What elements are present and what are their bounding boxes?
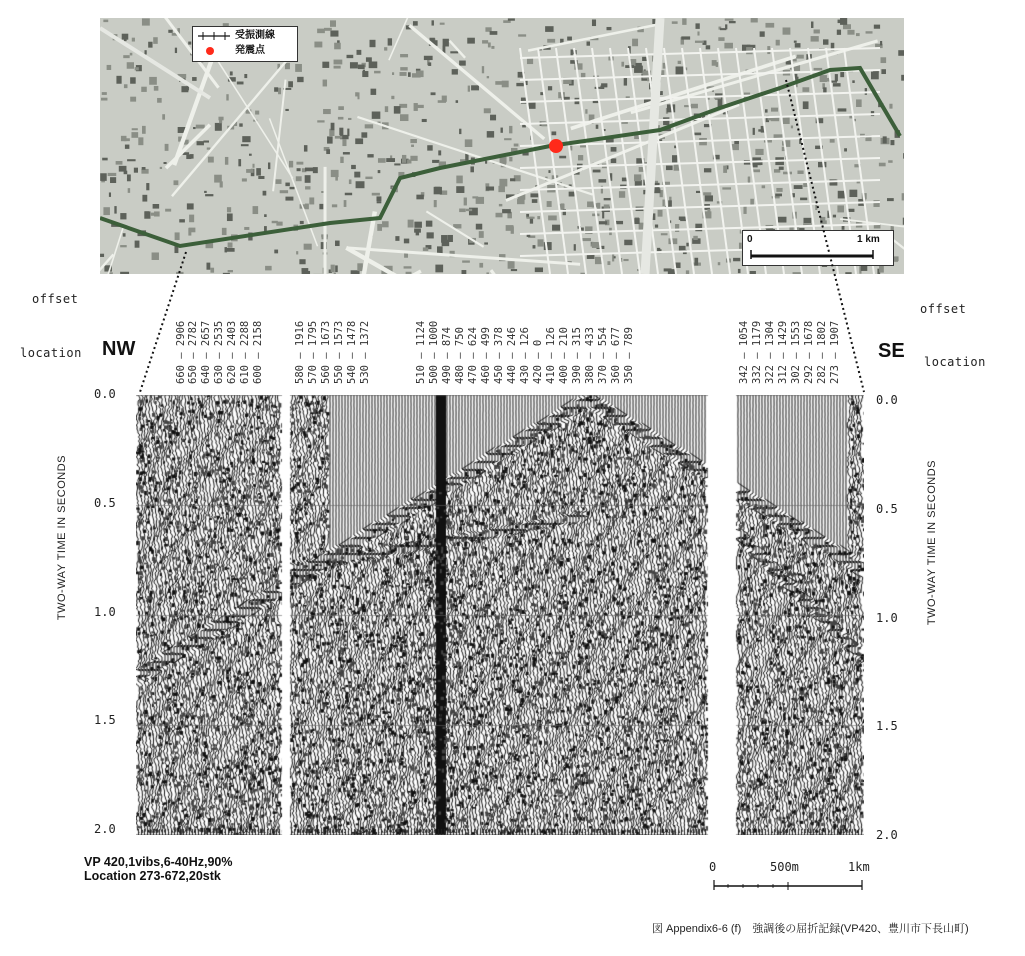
trace-header-570: 570 — 1795 [307,320,319,384]
time-tick-right: 1.0 [876,610,898,625]
trace-header-630: 630 — 2535 [213,320,225,384]
trace-header-420: 420 — 0 [532,339,544,384]
trace-header-312: 312 — 1429 [777,320,789,384]
trace-header-530: 530 — 1372 [359,320,371,384]
trace-header-460: 460 — 499 [480,327,492,384]
time-tick-right: 1.5 [876,719,898,734]
figure-caption: 図 Appendix6-6 (f) 強調後の屈折記録(VP420、豊川市下長山町) [652,923,969,935]
bottom-scale-end: 1km [848,860,870,874]
trace-header-640: 640 — 2657 [200,320,212,384]
trace-header-600: 600 — 2158 [252,320,264,384]
trace-header-480: 480 — 750 [454,327,466,384]
trace-header-610: 610 — 2288 [239,320,251,384]
trace-header-580: 580 — 1916 [294,320,306,384]
trace-header-302: 302 — 1553 [790,320,802,384]
trace-header-440: 440 — 246 [506,327,518,384]
trace-header-400: 400 — 210 [558,327,570,384]
trace-header-450: 450 — 378 [493,327,505,384]
trace-header-322: 322 — 1304 [764,320,776,384]
axis-title-right: TWO-WAY TIME IN SECONDS [926,460,938,626]
time-tick-left: 0.0 [94,387,116,401]
trace-header-410: 410 — 126 [545,327,557,384]
time-tick-left: 1.0 [94,604,116,619]
trace-header-500: 500 — 1000 [428,320,440,384]
trace-header-550: 550 — 1573 [333,320,345,384]
time-tick-right: 0.5 [876,501,898,516]
legend-survey-line-label: 受振測線 [235,30,275,41]
time-tick-left: 2.0 [94,822,116,836]
trace-header-360: 360 — 677 [610,327,622,384]
trace-header-350: 350 — 789 [623,327,635,384]
time-tick-right: 2.0 [876,828,898,842]
bottom-scale-mid: 500m [770,860,799,874]
trace-header-390: 390 — 315 [571,327,583,384]
trace-header-560: 560 — 1673 [320,320,332,384]
acquisition-info [84,855,232,883]
time-tick-right: 0.0 [876,393,898,407]
trace-header-490: 490 — 874 [441,327,453,384]
trace-header-292: 292 — 1678 [803,320,815,384]
trace-header-342: 342 — 1054 [738,320,750,384]
trace-header-430: 430 — 126 [519,327,531,384]
map-scale-km: 1 km [857,234,880,245]
info-line-1: VP 420,1vibs,6-40Hz,90% [84,855,233,869]
offset-label-right: offset [920,302,967,316]
trace-header-540: 540 — 1478 [346,320,358,384]
trace-header-380: 380 — 433 [584,327,596,384]
offset-label-left: offset [32,292,79,306]
trace-header-273: 273 — 1907 [829,320,841,384]
trace-header-470: 470 — 624 [467,327,479,384]
legend-source-point-label: 発震点 [235,45,265,56]
bottom-scale-zero: 0 [709,860,717,874]
info-line-2: Location 273-672,20stk [84,869,221,883]
location-label-right: location [924,355,986,369]
time-tick-left: 0.5 [94,495,116,510]
axis-title-left: TWO-WAY TIME IN SECONDS [56,455,68,621]
map-scale-zero: 0 [747,234,753,245]
seismic-record [136,395,864,835]
nw-label: NW [102,338,136,360]
trace-header-282: 282 — 1802 [816,320,828,384]
time-tick-left: 1.5 [94,713,116,728]
trace-header-332: 332 — 1179 [751,320,763,384]
trace-header-370: 370 — 554 [597,327,609,384]
trace-header-650: 650 — 2782 [187,320,199,384]
bottom-scale-bar [708,878,868,892]
se-label: SE [878,340,905,362]
trace-header-510: 510 — 1124 [415,320,427,384]
trace-header-620: 620 — 2403 [226,320,238,384]
location-label-left: location [20,346,82,360]
trace-header-660: 660 — 2906 [175,320,187,384]
